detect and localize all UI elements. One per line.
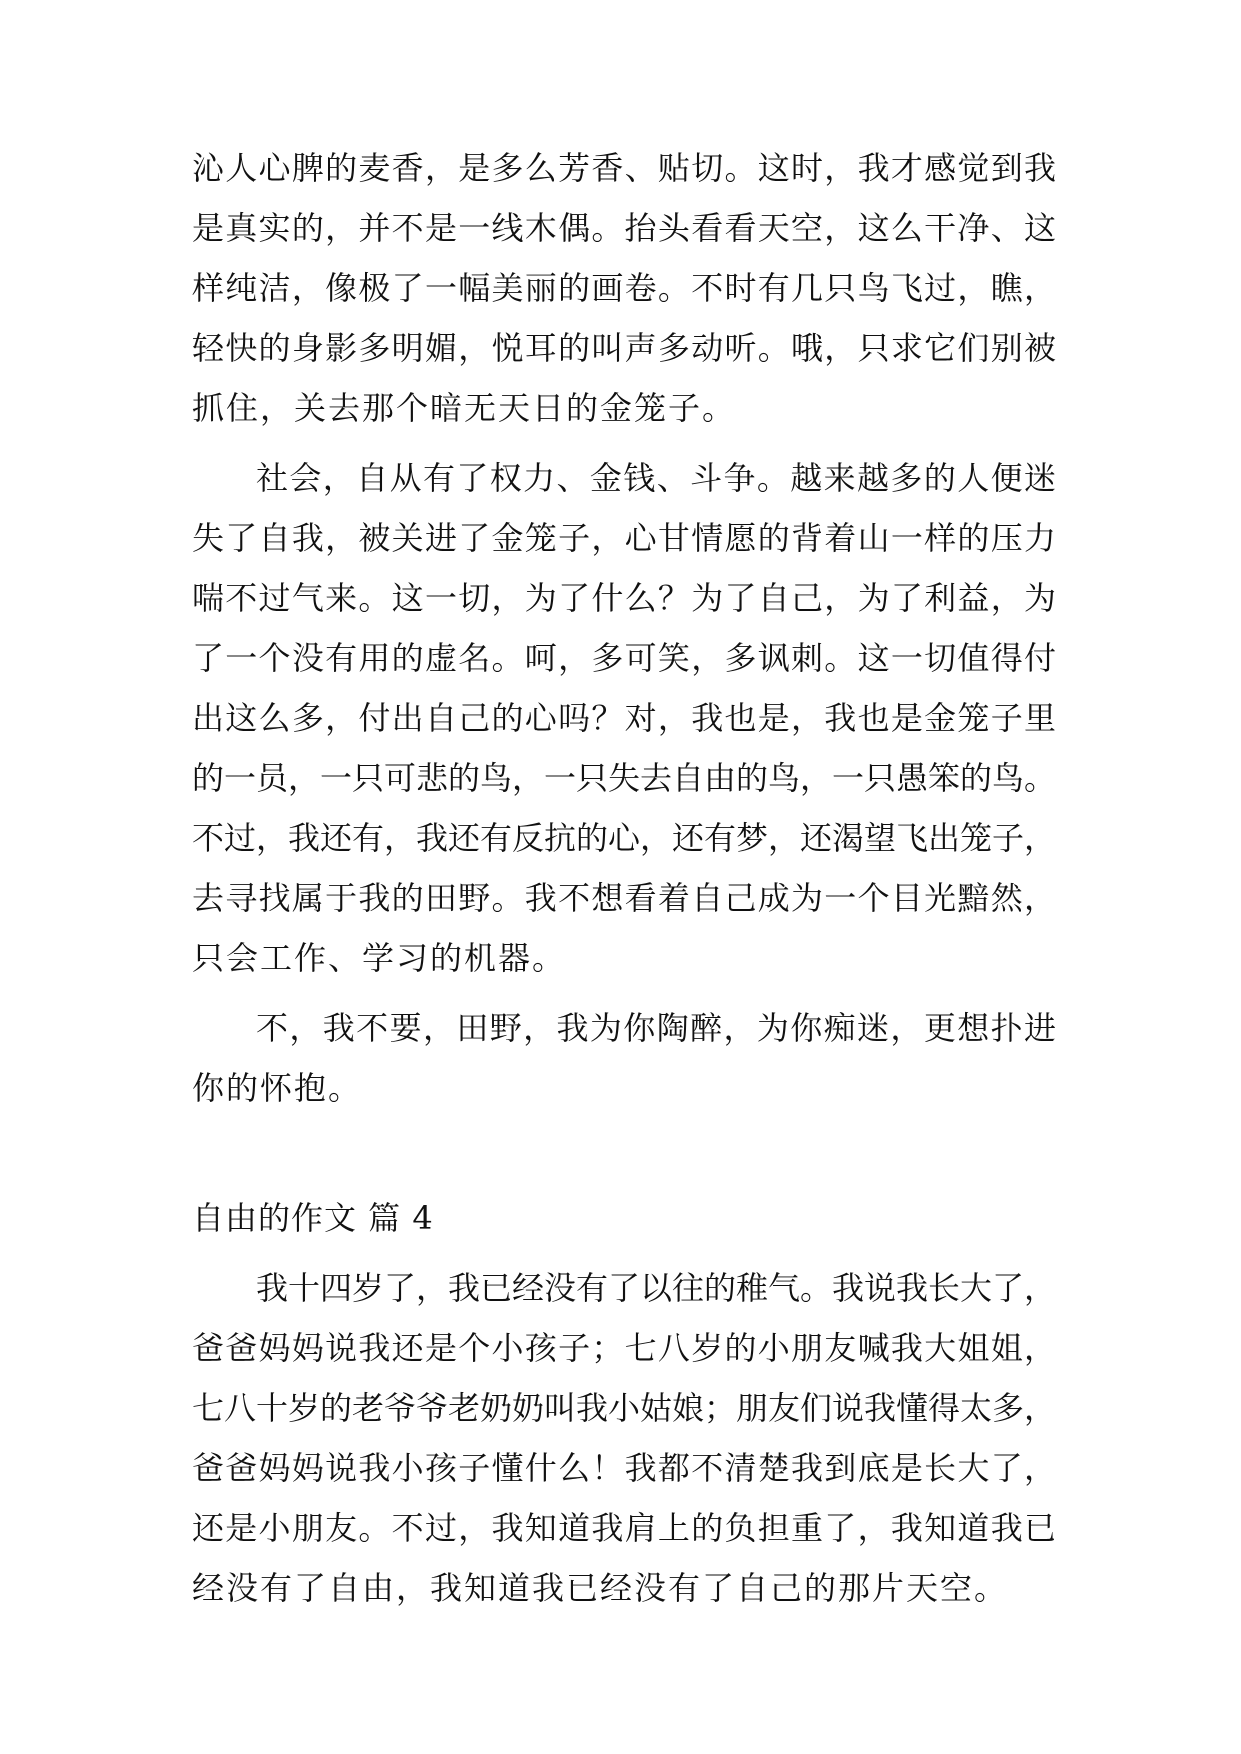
paragraph-line: 我十四岁了，我已经没有了以往的稚气。我说我长大了， [256,1269,1057,1307]
paragraph-line: 是真实的，并不是一线木偶。抬头看看天空，这么干净、这 [192,209,1056,247]
paragraph-line: 社会，自从有了权力、金钱、斗争。越来越多的人便迷 [256,459,1056,497]
paragraph-line: 爸爸妈妈说我小孩子懂什么！我都不清楚我到底是长大了， [192,1449,1056,1487]
paragraph-line: 出这么多，付出自己的心吗？对，我也是，我也是金笼子里 [192,699,1056,737]
paragraph-line: 七八十岁的老爷爷老奶奶叫我小姑娘；朋友们说我懂得太多， [192,1389,1057,1427]
paragraph-line: 抓住，关去那个暗无天日的金笼子。 [192,389,737,427]
paragraph-line: 沁人心脾的麦香，是多么芳香、贴切。这时，我才感觉到我 [192,149,1056,187]
paragraph-line: 只会工作、学习的机器。 [192,939,567,977]
paragraph-line: 去寻找属于我的田野。我不想看着自己成为一个目光黯然， [192,879,1056,917]
paragraph-line: 失了自我，被关进了金笼子，心甘情愿的背着山一样的压力 [192,519,1056,557]
paragraph-line: 不过，我还有，我还有反抗的心，还有梦，还渴望飞出笼子， [192,819,1057,857]
paragraph-line: 经没有了自由，我知道我已经没有了自己的那片天空。 [192,1569,1009,1607]
paragraph-line: 不，我不要，田野，我为你陶醉，为你痴迷，更想扑进 [256,1009,1056,1047]
paragraph-line: 爸爸妈妈说我还是个小孩子；七八岁的小朋友喊我大姐姐， [192,1329,1056,1367]
paragraph-line: 你的怀抱。 [192,1069,363,1107]
section-heading: 自由的作文 篇 4 [192,1199,434,1237]
paragraph-line: 样纯洁，像极了一幅美丽的画卷。不时有几只鸟飞过，瞧， [192,269,1056,307]
paragraph-line: 轻快的身影多明媚，悦耳的叫声多动听。哦，只求它们别被 [192,329,1056,367]
paragraph-line: 的一员，一只可悲的鸟，一只失去自由的鸟，一只愚笨的鸟。 [192,759,1057,797]
paragraph-line: 了一个没有用的虚名。呵，多可笑，多讽刺。这一切值得付 [192,639,1056,677]
paragraph-line: 喘不过气来。这一切，为了什么？为了自己，为了利益，为 [192,579,1056,617]
paragraph-line: 还是小朋友。不过，我知道我肩上的负担重了，我知道我已 [192,1509,1056,1547]
